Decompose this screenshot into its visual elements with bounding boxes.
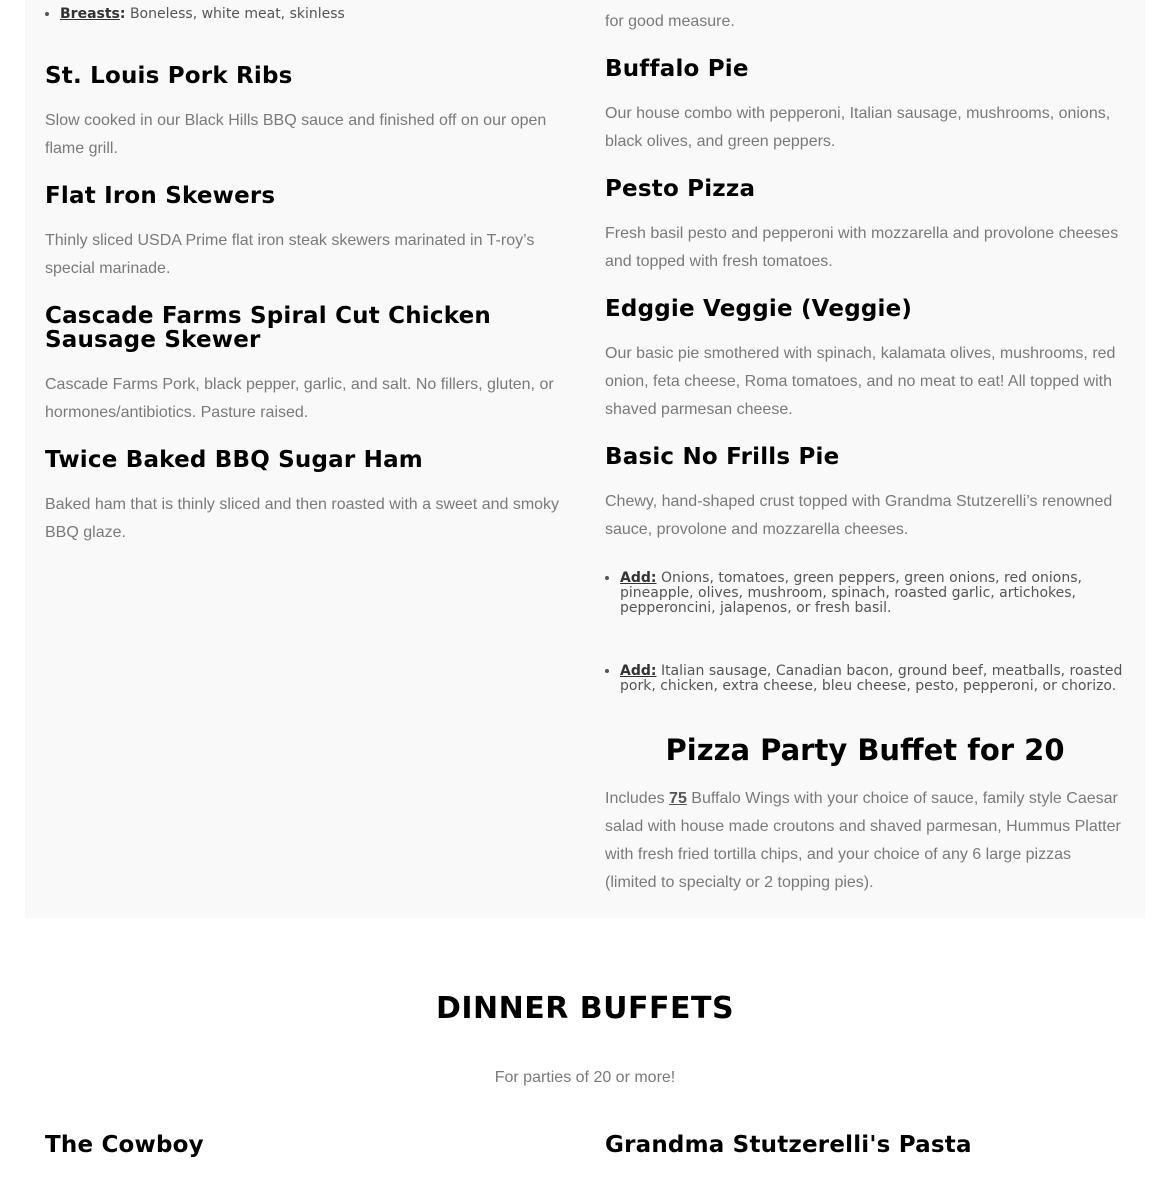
option-colon: : <box>119 6 126 22</box>
item-title-cowboy: The Cowboy <box>45 1132 204 1158</box>
item-desc-veggie: Our basic pie smothered with spinach, kalamata olives, mushrooms, red onion, feta cheese, Roma tomatoes, and no meat to eat! All topped with shaved parmesan cheese. <box>605 345 1116 418</box>
item-desc-buffalo-pie: Our house combo with pepperoni, Italian sausage, mushrooms, onions, black olives, and green peppers. <box>605 105 1111 150</box>
option-value: Italian sausage, Canadian bacon, ground beef, meatballs, roasted pork, chicken, extra cheese, bleu cheese, pesto, pepperoni, or chorizo. <box>620 663 1123 694</box>
item-title-buffalo-pie: Buffalo Pie <box>605 56 749 82</box>
previous-item-desc-fragment: for good measure. <box>605 13 735 30</box>
item-title-sausage-skewer: Cascade Farms Spiral Cut Chicken Sausage Skewer <box>45 303 491 353</box>
item-desc-ribs: Slow cooked in our Black Hills BBQ sauce and finished off on our open flame grill. <box>45 112 547 157</box>
wings-count-link[interactable]: 75 <box>669 790 687 807</box>
item-desc-flat-iron: Thinly sliced USDA Prime flat iron steak skewers marinated in T-roy’s special marinade. <box>45 232 535 277</box>
party-buffet-title: Pizza Party Buffet for 20 <box>665 733 1065 767</box>
desc-prefix: Includes <box>605 790 665 807</box>
item-title-ribs: St. Louis Pork Ribs <box>45 63 293 89</box>
item-title-ham: Twice Baked BBQ Sugar Ham <box>45 447 423 473</box>
desc-suffix: Buffalo Wings with your choice of sauce, family style Caesar salad with house made croutons and shaved parmesan, Hummus Platter with fresh fried tortilla chips, and your choice of any 6 large pizzas (limited to specialty or 2 topping pies). <box>605 790 1121 891</box>
dinner-buffets-heading: DINNER BUFFETS <box>435 991 735 1026</box>
add-options-list-veggies <box>605 571 1125 616</box>
breast-option-list <box>45 7 580 22</box>
option-key: Breasts <box>60 6 120 22</box>
item-desc-basic-pie: Chewy, hand-shaped crust topped with Grandma Stutzerelli’s renowned sauce, provolone and mozzarella cheeses. <box>605 493 1113 538</box>
item-desc-pesto-pizza: Fresh basil pesto and pepperoni with mozzarella and provolone cheeses and topped with fresh tomatoes. <box>605 225 1119 270</box>
item-title-pasta: Grandma Stutzerelli's Pasta <box>605 1132 972 1158</box>
option-key: Add: <box>620 663 657 679</box>
item-desc-sausage-skewer: Cascade Farms Pork, black pepper, garlic, and salt. No fillers, gluten, or hormones/antibiotics. Pasture raised. <box>45 376 554 421</box>
item-title-veggie: Edggie Veggie (Veggie) <box>605 296 913 322</box>
item-title-pesto-pizza: Pesto Pizza <box>605 176 756 202</box>
list-item <box>60 7 580 22</box>
option-value: Boneless, white meat, skinless <box>129 6 345 22</box>
list-item <box>620 571 1125 616</box>
party-buffet-desc <box>605 785 1125 897</box>
option-key: Add: <box>620 570 657 586</box>
list-item <box>620 664 1125 694</box>
dinner-buffets-subtitle: For parties of 20 or more! <box>494 1069 676 1086</box>
item-title-basic-pie: Basic No Frills Pie <box>605 444 840 470</box>
add-options-list-meats <box>605 664 1125 694</box>
item-title-flat-iron: Flat Iron Skewers <box>45 183 276 209</box>
item-desc-ham: Baked ham that is thinly sliced and then roasted with a sweet and smoky BBQ glaze. <box>45 496 560 541</box>
option-value: Onions, tomatoes, green peppers, green onions, red onions, pineapple, olives, mushroom, spinach, roasted garlic, artichokes, pepperoncini, jalapenos, or fresh basil. <box>620 570 1082 616</box>
